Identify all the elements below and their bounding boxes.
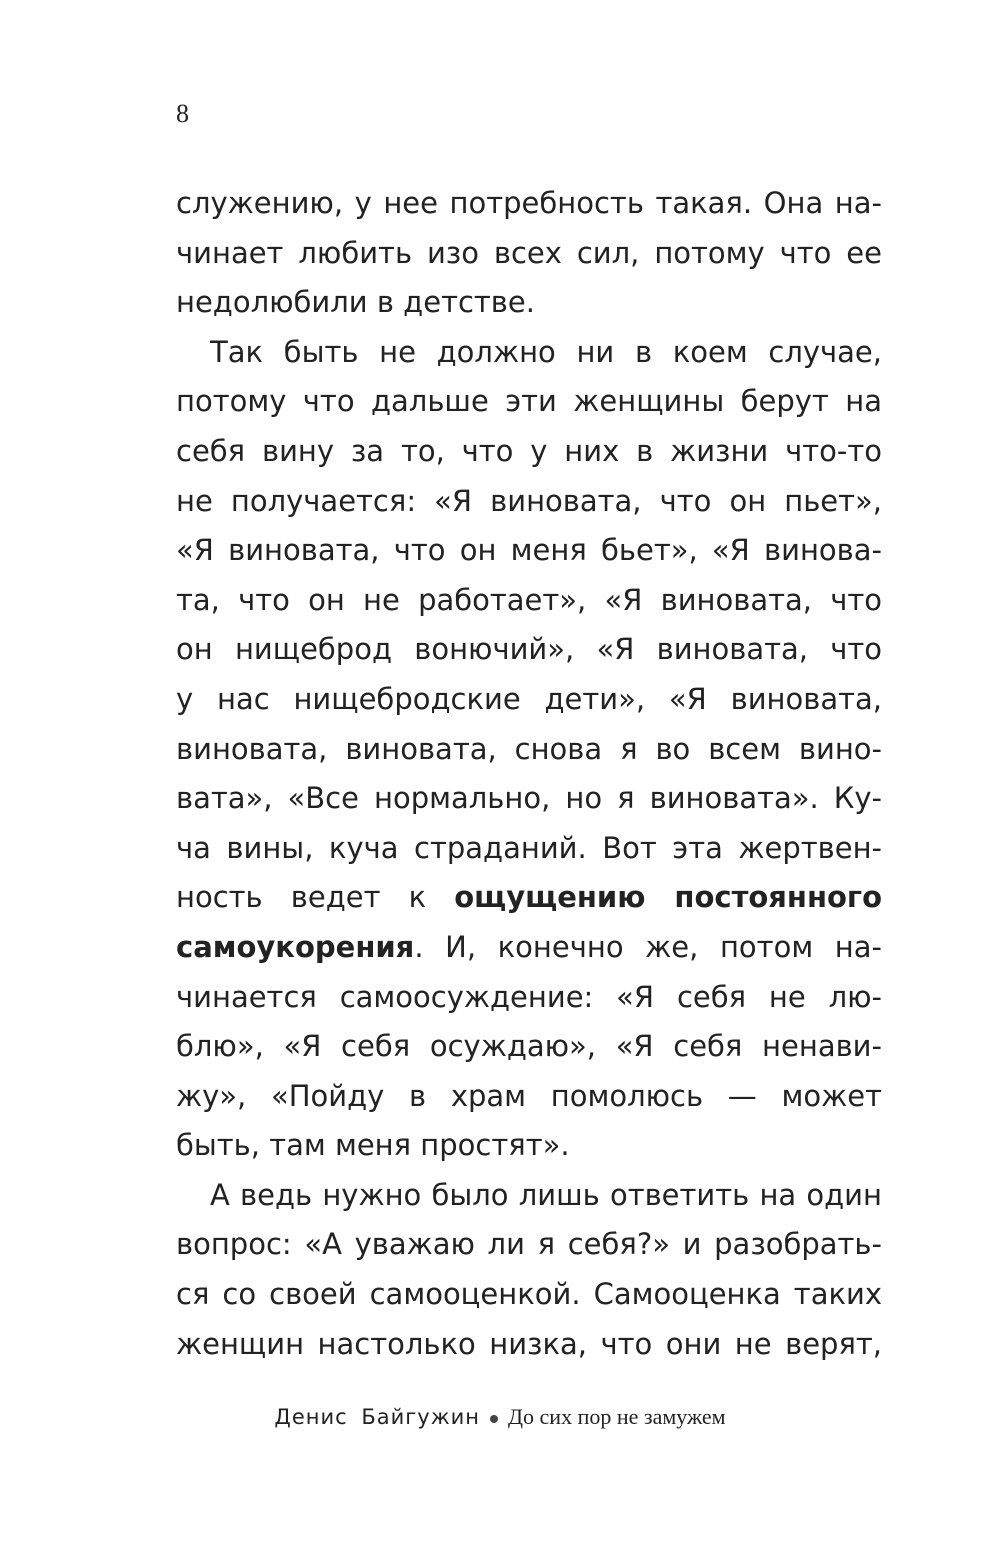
bullet-separator-icon [490, 1415, 498, 1423]
text-line: вопрос: «А уважаю ли я себя?» и разобрать- [176, 1227, 882, 1262]
text-line: Так быть не должно ни в коем случае, [210, 334, 882, 369]
text-line: не получается: «Я виновата, что он пьет», [176, 483, 882, 518]
text-line: недолюбили в детстве. [176, 285, 535, 320]
text-line: быть, там меня простят». [176, 1128, 570, 1163]
text-line: «Я виновата, что он меня бьет», «Я винова- [176, 533, 882, 568]
text-line: та, что он не работает», «Я виновата, что [176, 582, 882, 617]
footer-book-title: До сих пор не замужем [508, 1404, 726, 1429]
text-line: служению, у нее потребность такая. Она на- [176, 186, 882, 220]
text-line: у нас нищебродские дети», «Я виновата, [176, 681, 882, 716]
running-footer [0, 1404, 1000, 1430]
text-line: вата», «Все нормально, но я виновата». Ку- [176, 781, 882, 816]
text-line: чинает любить изо всех сил, потому что ее [176, 235, 882, 270]
text-line: жу», «Пойду в храм помолюсь — может [176, 1078, 882, 1113]
text-line [176, 923, 882, 973]
text-run: . И, конечно же, потом на- [414, 929, 882, 964]
bold-phrase: самоукорения [176, 929, 415, 964]
text-run: ность ведет к [176, 880, 455, 915]
text-line: чинается самоосуждение: «Я себя не лю- [176, 979, 882, 1014]
footer-author: Денис Байгужин [274, 1405, 481, 1429]
text-line: он нищеброд вонючий», «Я виновата, что [176, 632, 882, 667]
text-line: ча вины, куча страданий. Вот эта жертвен- [176, 830, 882, 865]
text-line: женщин настолько низка, что они не верят, [176, 1326, 882, 1361]
text-line: блю», «Я себя осуждаю», «Я себя ненави- [176, 1029, 882, 1064]
page-number: 8 [176, 99, 189, 128]
bold-phrase: ощущению постоянного [454, 880, 882, 915]
text-line: ся со своей самооценкой. Самооценка таких [176, 1277, 882, 1312]
body-text [176, 179, 882, 1369]
text-line: А ведь нужно было лишь ответить на один [210, 1177, 882, 1212]
text-line: себя вину за то, что у них в жизни что-то [176, 433, 882, 468]
text-line: виновата, виновата, снова я во всем вино- [176, 731, 882, 766]
text-line [176, 873, 882, 923]
text-line: потому что дальше эти женщины берут на [176, 384, 882, 419]
